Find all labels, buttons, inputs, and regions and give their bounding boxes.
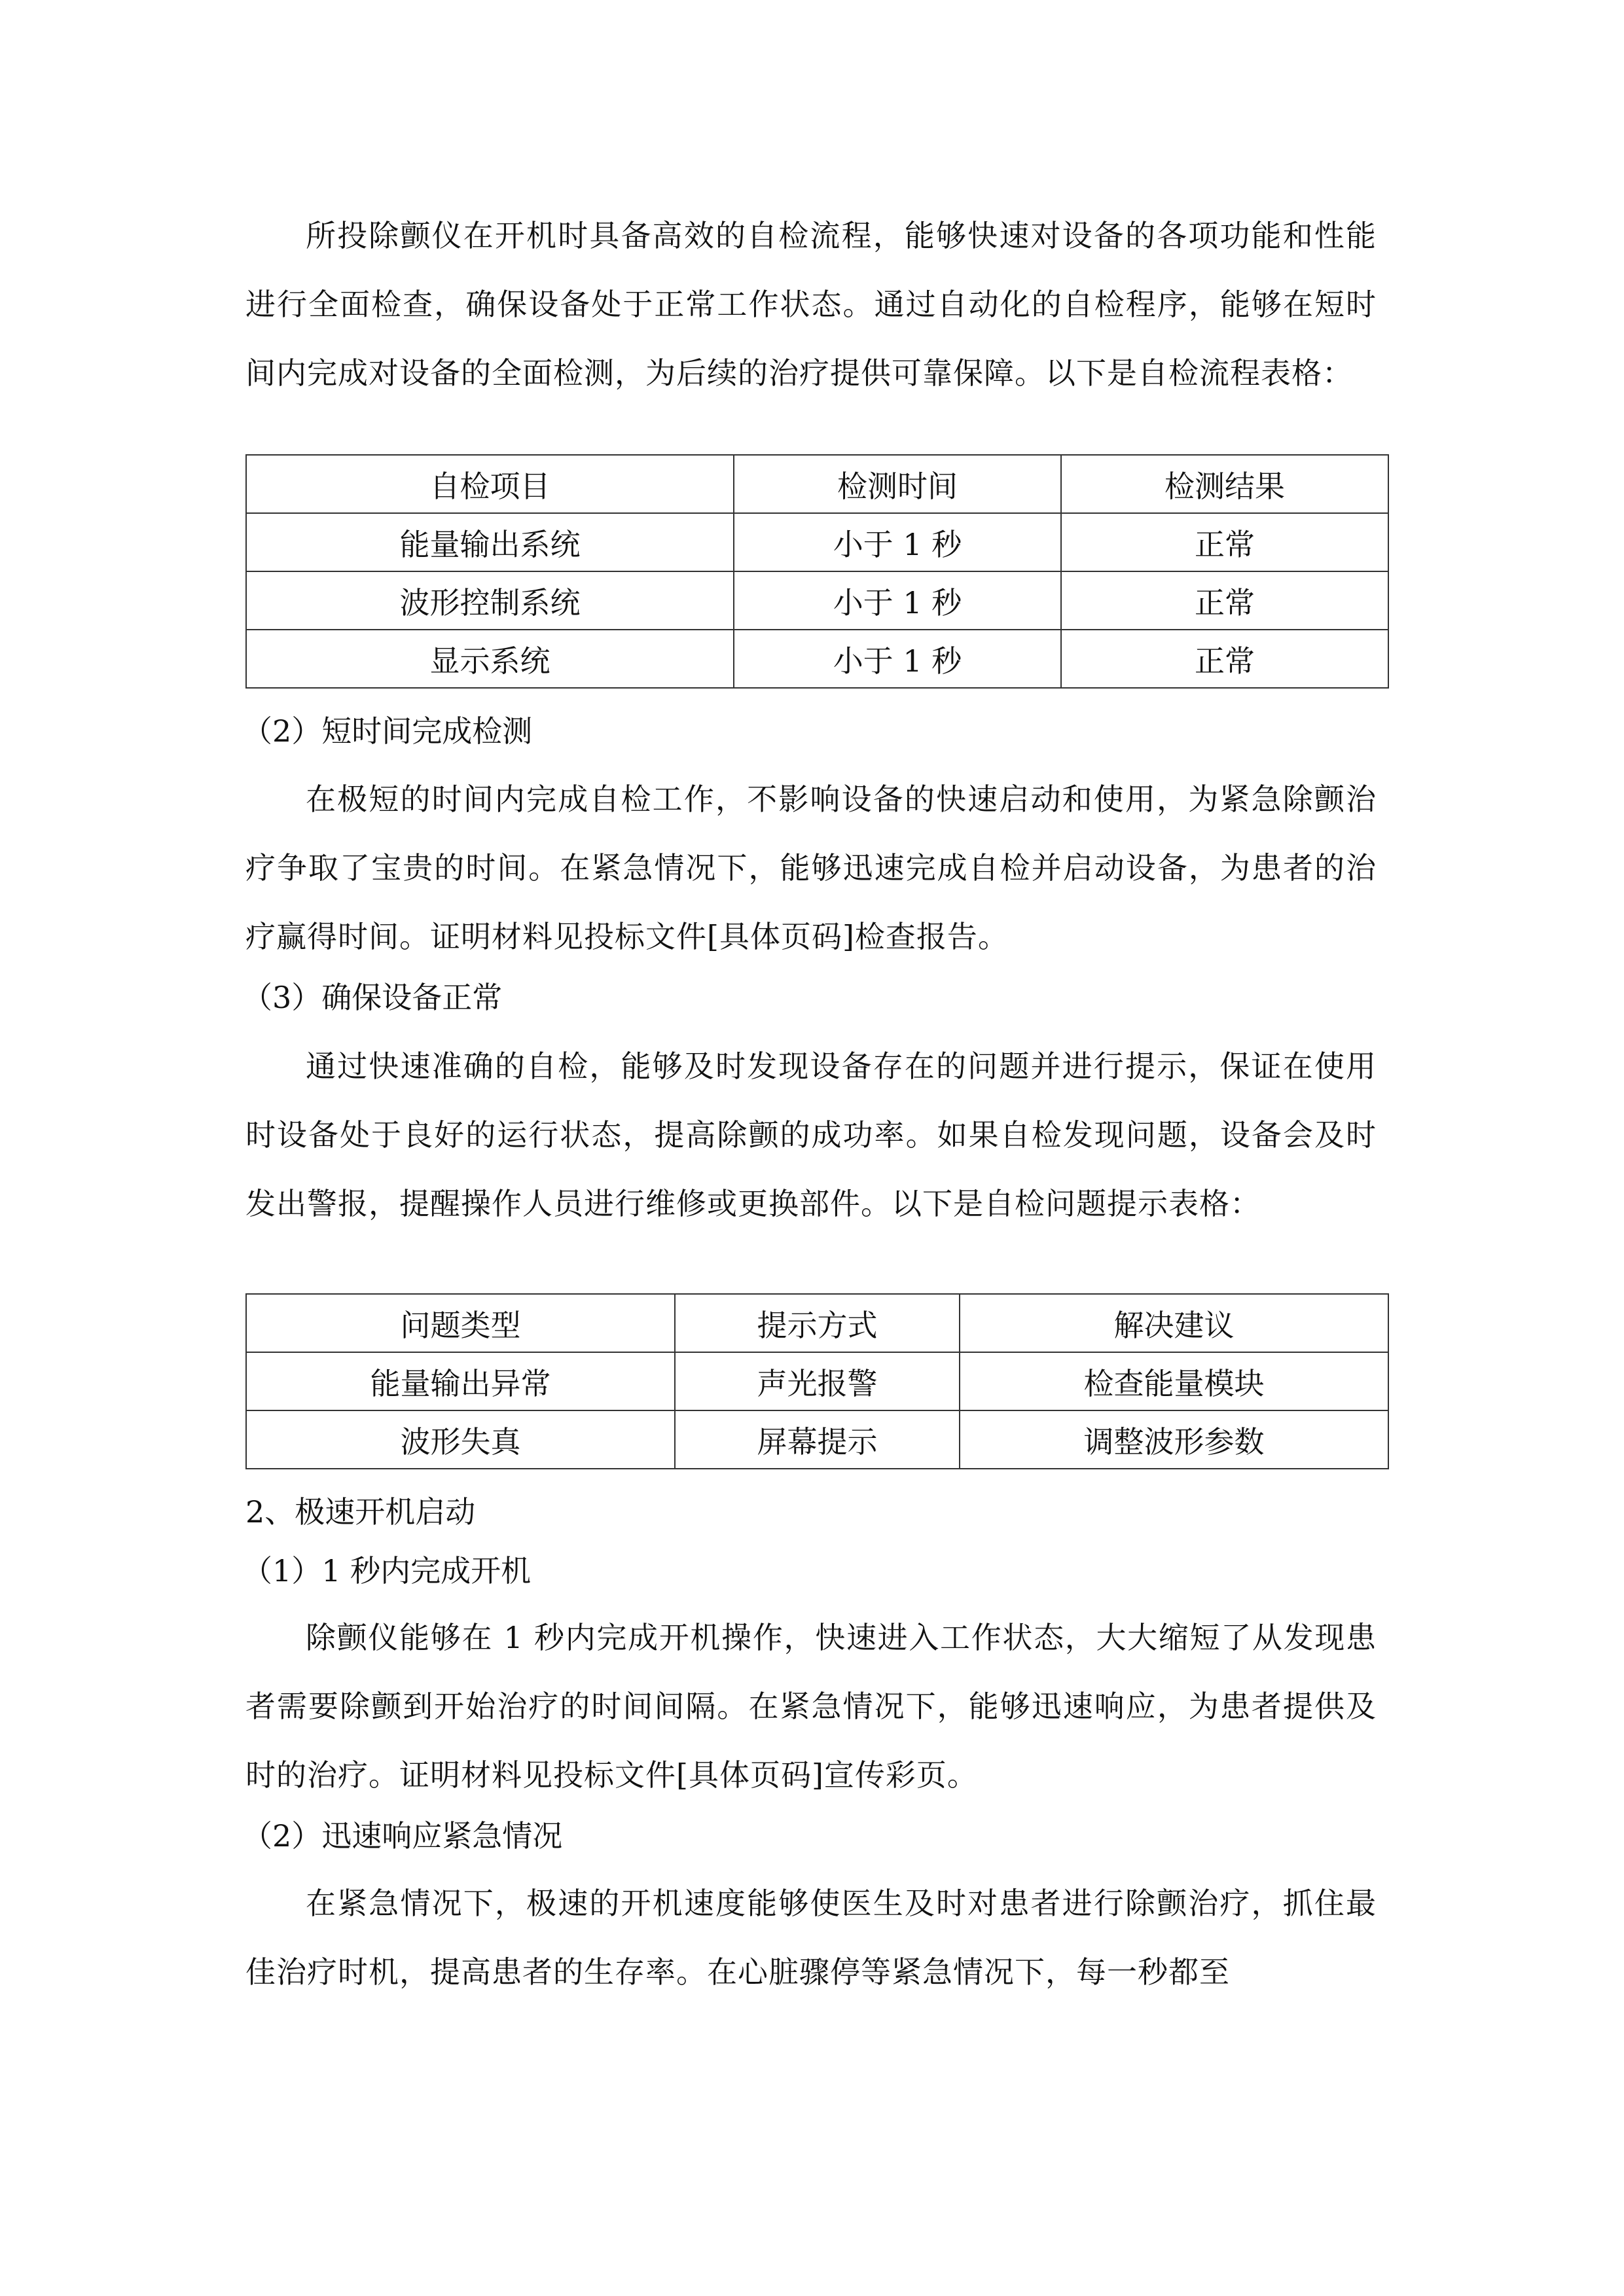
table-row bbox=[246, 1352, 1388, 1410]
table-header-row bbox=[246, 455, 1388, 513]
section-heading-one-second: （1）1 秒内完成开机 bbox=[242, 1553, 532, 1588]
table-cell: 调整波形参数 bbox=[960, 1410, 1388, 1469]
table-cell: 波形失真 bbox=[246, 1410, 675, 1469]
table-cell: 屏幕提示 bbox=[675, 1410, 960, 1469]
section-heading-ensure-normal: （3）确保设备正常 bbox=[242, 980, 503, 1015]
table-row bbox=[246, 1410, 1388, 1469]
table-header-cell: 自检项目 bbox=[246, 455, 734, 513]
table-cell: 正常 bbox=[1061, 630, 1388, 688]
section-body-short-time: 在极短的时间内完成自检工作，不影响设备的快速启动和使用，为紧急除颤治疗争取了宝贵的时间。在紧急情况下，能够迅速完成自检并启动设备，为患者的治疗赢得时间。证明材料见投标文件[具体页码]检查报告。 bbox=[245, 781, 1377, 954]
table-cell: 声光报警 bbox=[675, 1352, 960, 1410]
table-cell: 小于 1 秒 bbox=[734, 571, 1061, 630]
table-cell: 正常 bbox=[1061, 571, 1388, 630]
section-heading-rapid-response: （2）迅速响应紧急情况 bbox=[242, 1818, 563, 1854]
table-cell: 波形控制系统 bbox=[246, 571, 734, 630]
section-body-rapid-response: 在紧急情况下，极速的开机速度能够使医生及时对患者进行除颤治疗，抓住最佳治疗时机，提高患者的生存率。在心脏骤停等紧急情况下，每一秒都至 bbox=[245, 1886, 1377, 1990]
table-header-cell: 解决建议 bbox=[960, 1294, 1388, 1352]
section-body-one-second: 除颤仪能够在 1 秒内完成开机操作，快速进入工作状态，大大缩短了从发现患者需要除颤到开始治疗的时间间隔。在紧急情况下，能够迅速响应，为患者提供及时的治疗。证明材料见投标文件[具体页码]宣传彩页。 bbox=[245, 1620, 1377, 1793]
section-body-ensure-normal: 通过快速准确的自检，能够及时发现设备存在的问题并进行提示，保证在使用时设备处于良好的运行状态，提高除颤的成功率。如果自检发现问题，设备会及时发出警报，提醒操作人员进行维修或更换部件。以下是自检问题提示表格： bbox=[245, 1049, 1377, 1221]
table-row bbox=[246, 571, 1388, 630]
table-cell: 能量输出异常 bbox=[246, 1352, 675, 1410]
table-row bbox=[246, 513, 1388, 571]
table-cell: 小于 1 秒 bbox=[734, 630, 1061, 688]
table-header-cell: 提示方式 bbox=[675, 1294, 960, 1352]
section-heading-fast-boot: 2、极速开机启动 bbox=[245, 1494, 476, 1530]
table-row bbox=[246, 630, 1388, 688]
table-cell: 显示系统 bbox=[246, 630, 734, 688]
table-cell: 正常 bbox=[1061, 513, 1388, 571]
table-header-cell: 检测结果 bbox=[1061, 455, 1388, 513]
table-header-cell: 检测时间 bbox=[734, 455, 1061, 513]
problem-table bbox=[245, 1293, 1389, 1469]
table-cell: 检查能量模块 bbox=[960, 1352, 1388, 1410]
table-header-cell: 问题类型 bbox=[246, 1294, 675, 1352]
table-cell: 能量输出系统 bbox=[246, 513, 734, 571]
table-header-row bbox=[246, 1294, 1388, 1352]
section-heading-short-time: （2）短时间完成检测 bbox=[242, 713, 533, 749]
selfcheck-table bbox=[245, 454, 1389, 689]
intro-paragraph: 所投除颤仪在开机时具备高效的自检流程，能够快速对设备的各项功能和性能进行全面检查，确保设备处于正常工作状态。通过自动化的自检程序，能够在短时间内完成对设备的全面检测，为后续的治疗提供可靠保障。以下是自检流程表格： bbox=[245, 218, 1377, 391]
table-cell: 小于 1 秒 bbox=[734, 513, 1061, 571]
